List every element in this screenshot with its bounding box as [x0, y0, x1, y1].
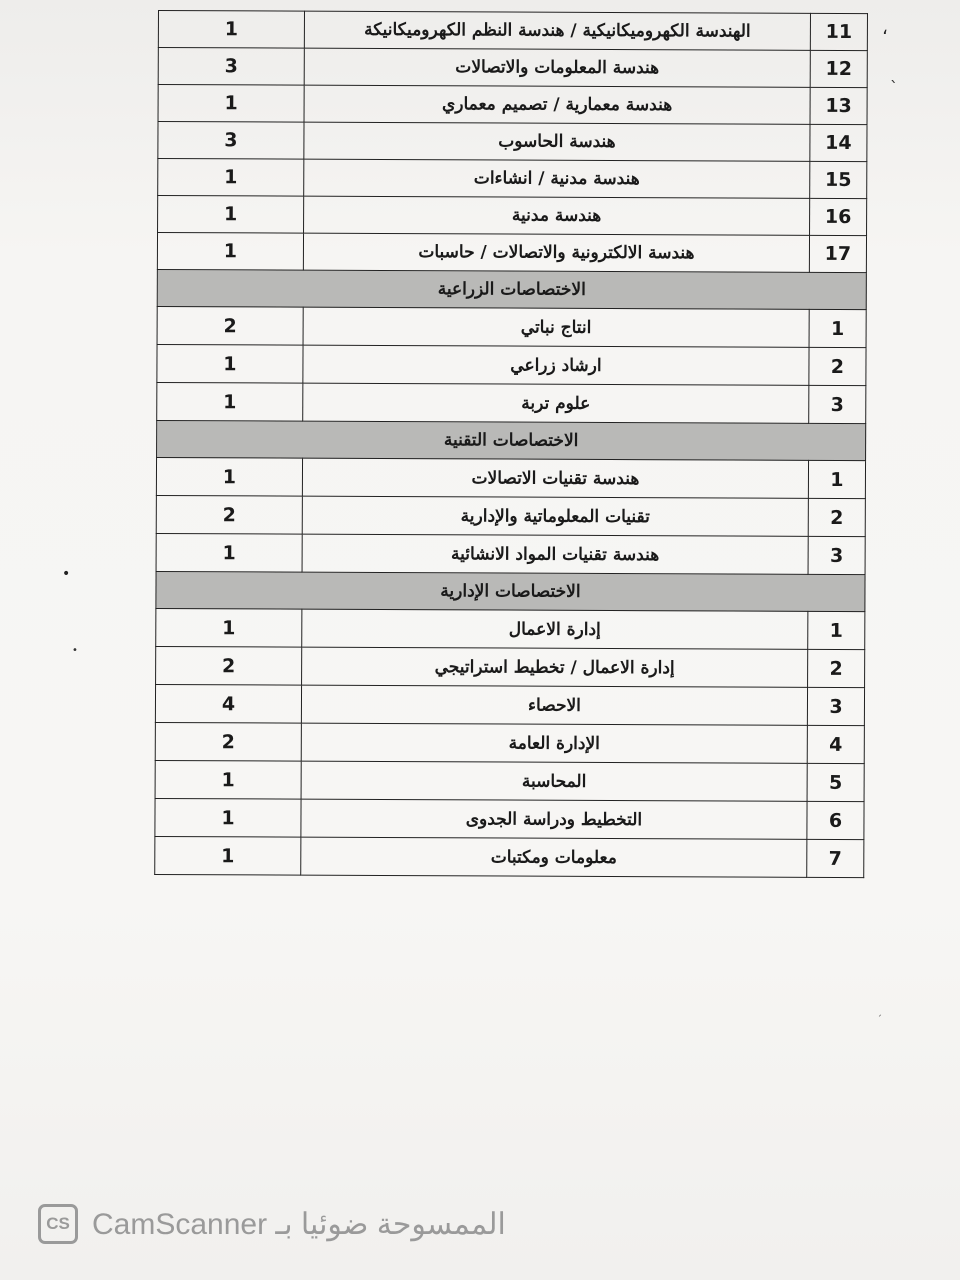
table-row: [157, 233, 866, 273]
specialization-cell: تقنيات المعلوماتية والإدارية: [302, 496, 808, 536]
table-row: [157, 344, 866, 385]
row-number-cell: 2: [808, 498, 865, 536]
count-cell: 3: [158, 122, 304, 160]
specialization-cell: هندسة الحاسوب: [304, 122, 810, 161]
table-row: [155, 684, 864, 725]
row-number-cell: 1: [809, 309, 866, 347]
table-row: [156, 646, 865, 687]
table-row: [156, 457, 865, 498]
count-cell: 1: [155, 760, 301, 799]
specialization-cell: هندسة معمارية / تصميم معماري: [304, 85, 810, 124]
count-cell: 2: [156, 646, 302, 685]
specialization-cell: علوم تربة: [303, 383, 809, 423]
row-number-cell: 1: [808, 611, 865, 649]
section-header-technical: [157, 420, 866, 460]
specialization-cell: هندسة تقنيات الاتصالات: [302, 458, 808, 498]
row-number-cell: 15: [810, 161, 867, 198]
count-cell: 1: [155, 798, 301, 837]
section-header-agriculture: [157, 269, 866, 309]
table-row: [157, 306, 866, 347]
count-cell: 2: [157, 306, 303, 345]
table-row: [158, 196, 867, 236]
specialization-cell: الهندسة الكهروميكانيكية / هندسة النظم الكهروميكانيكة: [304, 11, 810, 50]
specialization-cell: معلومات ومكتبات: [301, 837, 807, 877]
ink-dot: •: [62, 566, 71, 582]
row-number-cell: 7: [807, 839, 864, 877]
table-row: [155, 722, 864, 763]
count-cell: 1: [158, 85, 304, 123]
specialization-cell: انتاج نباتي: [303, 307, 809, 347]
table-row: [155, 760, 864, 801]
count-cell: 1: [156, 457, 302, 496]
count-cell: 1: [157, 344, 303, 383]
specialization-cell: الإدارة العامة: [301, 723, 807, 763]
count-cell: 4: [155, 684, 301, 723]
section-title: الاختصاصات الإدارية: [156, 571, 865, 611]
table-row: [155, 836, 864, 877]
camscanner-watermark: [38, 1202, 506, 1246]
count-cell: 1: [157, 233, 303, 271]
row-number-cell: 16: [810, 198, 867, 235]
section-title: الاختصاصات التقنية: [157, 420, 866, 460]
row-number-cell: 4: [807, 725, 864, 763]
row-number-cell: 11: [810, 13, 867, 50]
ink-mark: ،: [882, 18, 888, 39]
count-cell: 1: [158, 159, 304, 197]
section-header-administrative: [156, 571, 865, 611]
table-row: [158, 48, 867, 88]
count-cell: 1: [158, 11, 304, 49]
specialization-cell: هندسة المعلومات والاتصالات: [304, 48, 810, 87]
row-number-cell: 1: [808, 460, 865, 498]
specialization-cell: التخطيط ودراسة الجدوى: [301, 799, 807, 839]
row-number-cell: 6: [807, 801, 864, 839]
specialization-cell: الاحصاء: [301, 685, 807, 725]
ink-dot: ˏ: [877, 1006, 882, 1017]
row-number-cell: 3: [809, 385, 866, 423]
specialization-cell: إدارة الاعمال / تخطيط استراتيجي: [302, 647, 808, 687]
table-row: [156, 533, 865, 574]
table-row: [155, 798, 864, 839]
count-cell: 1: [156, 608, 302, 647]
ink-dot: •: [72, 645, 78, 656]
row-number-cell: 3: [808, 536, 865, 574]
count-cell: 2: [156, 495, 302, 534]
table-row: [158, 85, 867, 125]
table-row: [157, 382, 866, 423]
specialization-cell: إدارة الاعمال: [302, 609, 808, 649]
table-row: [156, 495, 865, 536]
ink-mark: ˎ: [890, 64, 898, 83]
count-cell: 2: [155, 722, 301, 761]
row-number-cell: 3: [807, 687, 864, 725]
count-cell: 3: [158, 48, 304, 86]
table-row: [158, 11, 867, 51]
specialization-cell: المحاسبة: [301, 761, 807, 801]
row-number-cell: 12: [810, 50, 867, 87]
specialization-cell: ارشاد زراعي: [303, 345, 809, 385]
row-number-cell: 2: [808, 649, 865, 687]
row-number-cell: 2: [809, 347, 866, 385]
specializations-table: [154, 10, 868, 878]
specialization-cell: هندسة مدنية / انشاءات: [304, 159, 810, 198]
camscanner-logo-icon: CS: [38, 1204, 78, 1244]
count-cell: 1: [156, 533, 302, 572]
document-sheet: [158, 10, 868, 875]
row-number-cell: 17: [809, 235, 866, 272]
count-cell: 1: [158, 196, 304, 234]
table-row: [156, 608, 865, 649]
table-row: [158, 122, 867, 162]
count-cell: 1: [157, 382, 303, 421]
count-cell: 1: [155, 836, 301, 875]
watermark-text: الممسوحة ضوئيا بـ CamScanner: [92, 1207, 506, 1241]
section-title: الاختصاصات الزراعية: [157, 269, 866, 309]
specialization-cell: هندسة تقنيات المواد الانشائية: [302, 534, 808, 574]
row-number-cell: 5: [807, 763, 864, 801]
row-number-cell: 13: [810, 87, 867, 124]
specialization-cell: هندسة مدنية: [304, 196, 810, 235]
row-number-cell: 14: [810, 124, 867, 161]
table-row: [158, 159, 867, 199]
specialization-cell: هندسة الالكترونية والاتصالات / حاسبات: [303, 233, 809, 272]
